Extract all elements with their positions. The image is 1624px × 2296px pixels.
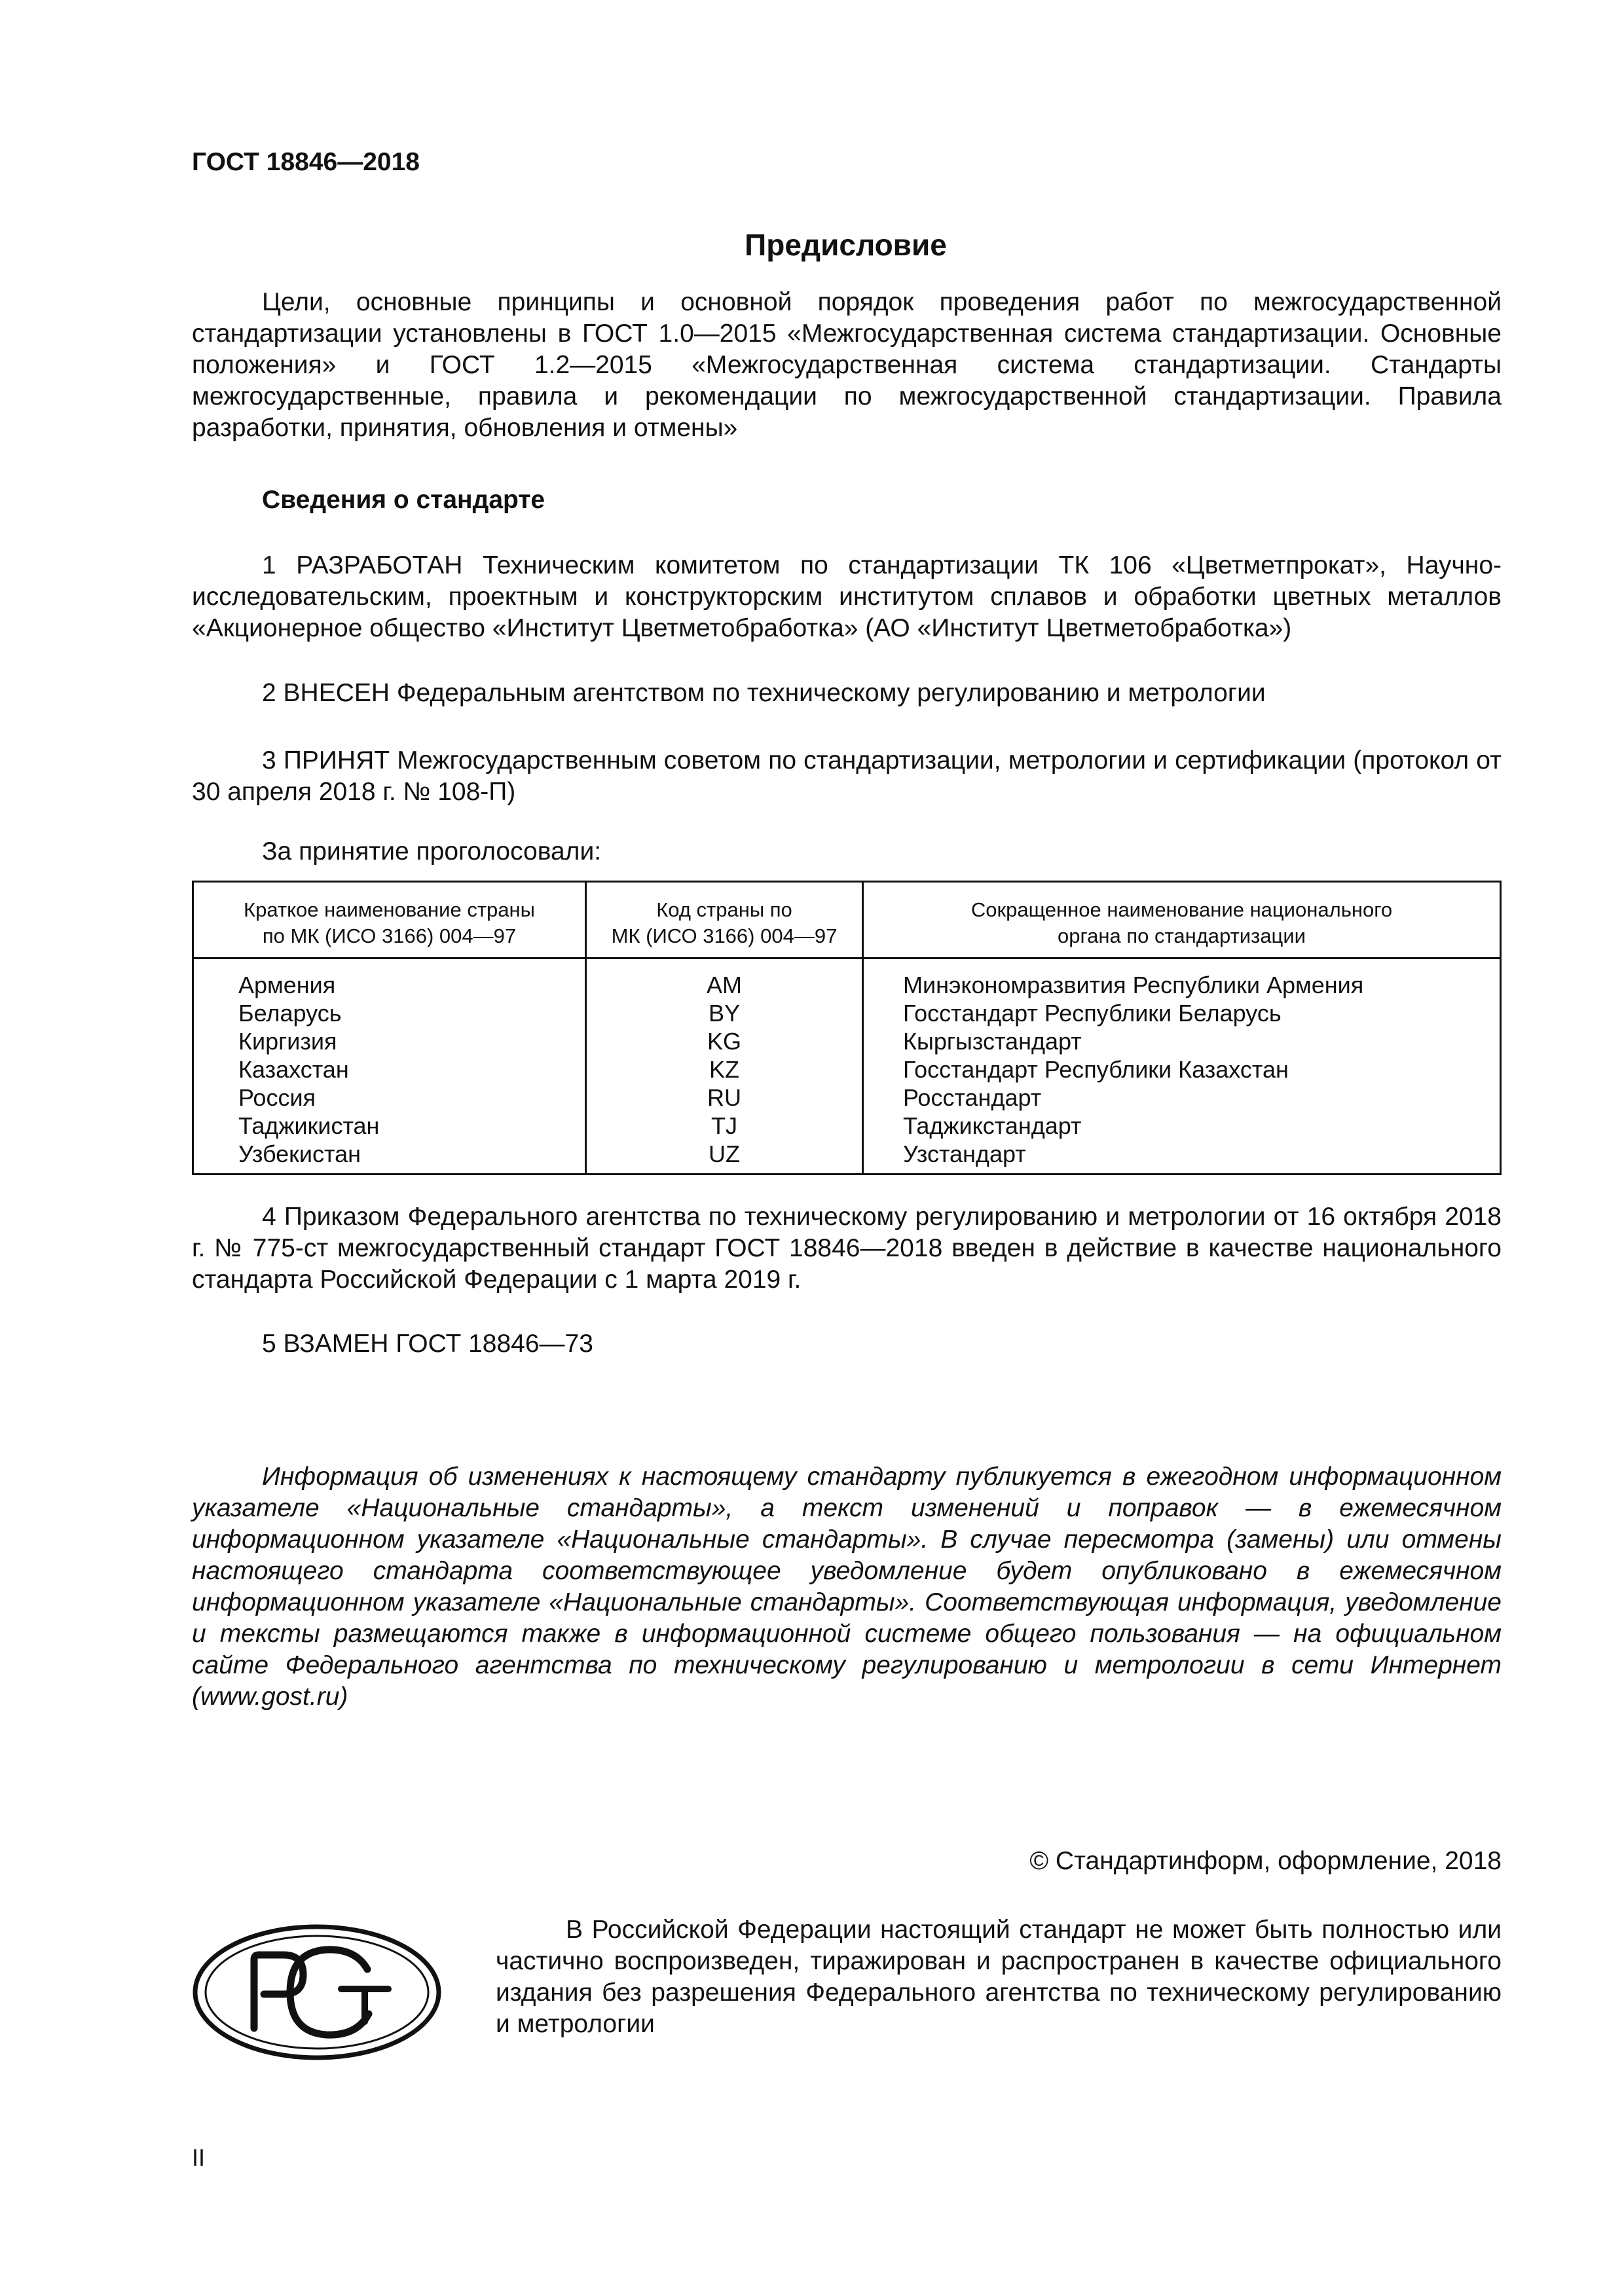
table-divider xyxy=(587,957,862,959)
table-cell: Росстандарт xyxy=(903,1084,1042,1111)
table-cell: RU xyxy=(707,1084,741,1111)
item-order: 4 Приказом Федерального агентства по техническому регулированию и метрологии от 16 октября 2018 г. № 775-ст межгосударственный стандарт ГОСТ 18846—2018 введен в действие в качестве национального стандарта Российской Федерации с 1 марта 2019 г. xyxy=(192,1203,1502,1294)
header-line: МК (ИСО 3166) 004—97 xyxy=(611,924,838,947)
table-cell: Госстандарт Республики Казахстан xyxy=(903,1056,1289,1083)
body-list xyxy=(864,971,1500,1168)
table-cell: Россия xyxy=(238,1084,316,1111)
column-country xyxy=(194,883,587,1173)
table-cell: Таджикистан xyxy=(238,1112,380,1139)
column-national-body xyxy=(864,883,1500,1173)
info-heading: Сведения о стандарте xyxy=(262,486,545,514)
item-adopted: 3 ПРИНЯТ Межгосударственным советом по стандартизации, метрологии и сертификации (протокол от 30 апреля 2018 г. № 108-П) xyxy=(192,746,1502,806)
item-developed: 1 РАЗРАБОТАН Техническим комитетом по стандартизации ТК 106 «Цветметпрокат», Научно-исследовательским, проектным и конструкторским институтом сплавов и обработки цветных металлов «Акционерное общество «Институт Цветметобработка» (АО «Институт Цветметобработка») xyxy=(192,551,1502,642)
table-cell: UZ xyxy=(709,1140,740,1167)
table-divider xyxy=(194,957,585,959)
reproduction-restriction: В Российской Федерации настоящий стандарт не может быть полностью или частично воспроизведен, тиражирован и распространен в качестве официального издания без разрешения Федерального агентства по техническому регулированию и метрологии xyxy=(496,1916,1502,2038)
table-header-country xyxy=(194,897,585,949)
table-cell: KZ xyxy=(709,1056,739,1083)
voting-table xyxy=(192,881,1502,1175)
item-replaces: 5 ВЗАМЕН ГОСТ 18846—73 xyxy=(262,1330,593,1358)
page-number: II xyxy=(192,2144,206,2171)
table-header-code xyxy=(587,897,862,949)
table-header-body xyxy=(864,897,1500,949)
voted-label: За принятие проголосовали: xyxy=(262,837,602,866)
code-list xyxy=(587,971,862,1168)
header-line: по МК (ИСО 3166) 004—97 xyxy=(262,924,517,947)
page-title: Предисловие xyxy=(745,228,947,262)
table-cell: AM xyxy=(707,972,742,998)
header-line: Сокращенное наименование национального xyxy=(970,898,1393,921)
table-cell: Минэкономразвития Республики Армения xyxy=(903,972,1364,998)
country-list xyxy=(194,971,585,1168)
header-line: органа по стандартизации xyxy=(1058,924,1306,947)
table-cell: Армения xyxy=(238,972,336,998)
table-cell: Госстандарт Республики Беларусь xyxy=(903,1000,1282,1027)
changes-notice: Информация об изменениях к настоящему стандарту публикуется в ежегодном информационном указателе «Национальные стандарты», а текст изменений и поправок — в ежемесячном информационном указателе «Национальные стандарты». В случае пересмотра (замены) или отмены настоящего стандарта соответствующее уведомление будет опубликовано в ежемесячном информационном указателе «Национальные стандарты». Соответствующая информация, уведомление и тексты размещаются также в информационной системе общего пользования — на официальном сайте Федерального агентства по техническому регулированию и метрологии в сети Интернет (www.gost.ru) xyxy=(192,1463,1502,1711)
table-cell: TJ xyxy=(711,1112,737,1139)
table-cell: Казахстан xyxy=(238,1056,349,1083)
column-code xyxy=(587,883,864,1173)
goals-paragraph: Цели, основные принципы и основной порядок проведения работ по межгосударственной стандартизации установлены в ГОСТ 1.0—2015 «Межгосударственная система стандартизации. Основные положения» и ГОСТ 1.2—2015 «Межгосударственная система стандартизации. Стандарты межгосударственные, правила и рекомендации по межгосударственной стандартизации. Правила разработки, принятия, обновления и отмены» xyxy=(192,288,1502,442)
header-line: Краткое наименование страны xyxy=(244,898,535,921)
table-cell: Таджикстандарт xyxy=(903,1112,1082,1139)
table-cell: BY xyxy=(708,1000,741,1027)
table-cell: Беларусь xyxy=(238,1000,342,1027)
table-cell: KG xyxy=(707,1028,741,1055)
item-introduced: 2 ВНЕСЕН Федеральным агентством по техническому регулированию и метрологии xyxy=(262,679,1266,707)
table-divider xyxy=(864,957,1500,959)
table-cell: Узстандарт xyxy=(903,1140,1026,1167)
header-line: Код страны по xyxy=(656,898,792,921)
rst-logo-icon xyxy=(192,1923,442,2061)
copyright-line: © Стандартинформ, оформление, 2018 xyxy=(1029,1847,1502,1875)
table-cell: Узбекистан xyxy=(238,1140,361,1167)
table-cell: Кыргызстандарт xyxy=(903,1028,1082,1055)
document-code: ГОСТ 18846—2018 xyxy=(192,148,420,176)
table-cell: Киргизия xyxy=(238,1028,337,1055)
